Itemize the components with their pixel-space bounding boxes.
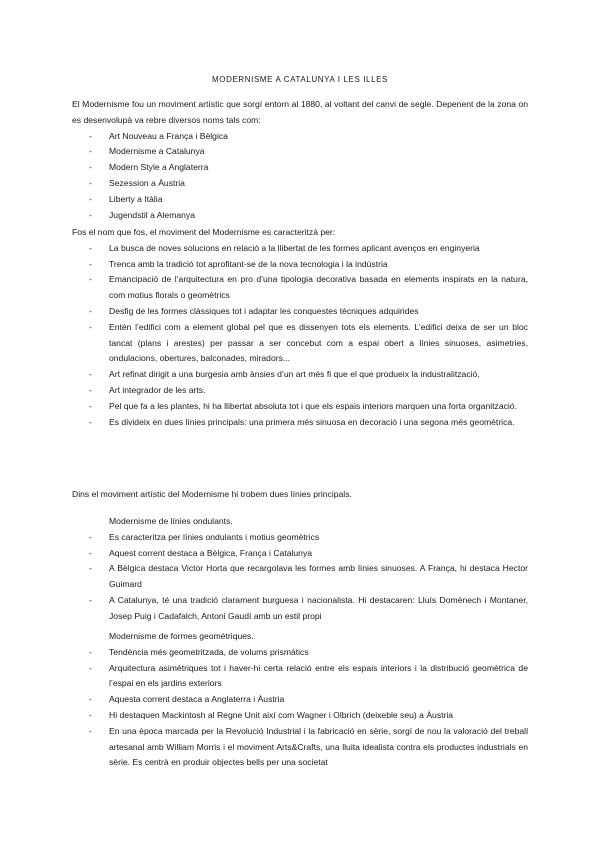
list-item: - Entén l’edifici com a element global pel que es dissenyen tots els elements. L’edifici deixa de ser un bloc tancat (plans i arestes) per passar a ser concebut com a espai obert a línies sinuoses, asimetries, ondulacions, obertures, balconades, miradors...: [72, 320, 528, 367]
intro-section: [72, 97, 528, 223]
ondulant-section: [72, 514, 528, 625]
geometric-list: [72, 645, 528, 771]
list-item: - Pel que fa a les plantes, hi ha llibertat absoluta tot i que els espais interiors marquen una forta organització.: [72, 399, 528, 415]
list-item: - Jugendstil a Alemanya: [72, 208, 528, 224]
list-item: - Trenca amb la tradició tot aprofitant-se de la nova tecnologia i la indústria: [72, 257, 528, 273]
list-item: - La busca de noves solucions en relació a la llibertat de les formes aplicant avenços en enginyeria: [72, 241, 528, 257]
list-item: - Modern Style a Anglaterra: [72, 160, 528, 176]
list-item: - Emancipació de l’arquitectura en pro d’una tipologia decorativa basada en elements inspirats en la natura, com motius florals o geomètrics: [72, 272, 528, 304]
intro-paragraph: El Modernisme fou un moviment artístic que sorgí entorn al 1880, al voltant del canvi de segle. Depenent de la zona on es desenvolupà va rebre diversos noms tals com:: [72, 99, 528, 125]
list-item: - A Bèlgica destaca Victor Horta que recargolava les formes amb línies sinuoses. A França, hi destaca Hector Guimard: [72, 561, 528, 593]
list-item: - A Catalunya, té una tradició clarament burguesa i nacionalista. Hi destacaren: Lluís Domènech i Montaner, Josep Puig i Cadafalch, Antoni Gaudí amb un estil propi: [72, 593, 528, 625]
list-item: - Art refinat dirigit a una burgesia amb ànsies d’un art més fi que el que produeix la industralització.: [72, 367, 528, 383]
names-list: [72, 129, 528, 224]
characteristics-section: [72, 225, 528, 430]
list-item: - Tendència més geometritzada, de volums prismàtics: [72, 645, 528, 661]
list-item: - Arquitectura asimètriques tot i haver-hi certa relació entre els espais interiors i la distribució geomètrica de l’espai en els jardins exteriors: [72, 661, 528, 693]
characteristics-intro: Fos el nom que fos, el moviment del Modernisme es caracteritzà per:: [72, 227, 336, 237]
list-item: - Sezession a Àustria: [72, 176, 528, 192]
document-title: MODERNISME A CATALUNYA I LES ILLES: [211, 75, 388, 84]
list-item: - Es caracteritza per línies ondulants i motius geomètrics: [72, 530, 528, 546]
list-item: - Modernisme a Catalunya: [72, 144, 528, 160]
ondulant-list: [72, 530, 528, 625]
list-item: - Liberty a Itàlia: [72, 192, 528, 208]
lines-intro: Dins el moviment artístic del Modernisme hi trobem dues línies principals.: [72, 489, 352, 499]
list-item: - Aquesta corrent destaca a Anglaterra i Àustria: [72, 692, 528, 708]
list-item: - Art integrador de les arts.: [72, 383, 528, 399]
characteristics-list: [72, 241, 528, 431]
list-item: - Art Nouveau a França i Bèlgica: [72, 129, 528, 145]
geometric-heading: Modernisme de formes geomètriques.: [109, 631, 254, 641]
list-item: - Desfig de les formes clàssiques tot i adaptar les conquestes tècniques adquirides: [72, 304, 528, 320]
lines-intro-section: [72, 487, 528, 503]
geometric-section: [72, 629, 528, 771]
list-item: - En una època marcada per la Revolució Industrial i la fabricació en sèrie, sorgí de nou la valoració del treball artesanal amb William Morris i el moviment Arts&Crafts, una lluita idealista contra els productes industrials en sèrie. Es centrà en produir objectes bells per una societat: [72, 724, 528, 771]
list-item: - Hi destaquen Mackintosh al Regne Unit així com Wagner i Olbrich (deixeble seu) a Àustria: [72, 708, 528, 724]
ondulant-heading: Modernisme de línies ondulants.: [109, 516, 233, 526]
list-item: - Aquest corrent destaca a Bèlgica, França i Catalunya: [72, 546, 528, 562]
list-item: - Es divideix en dues línies principals: una primera més sinuosa en decoració i una segona més geomètrica.: [72, 415, 528, 431]
